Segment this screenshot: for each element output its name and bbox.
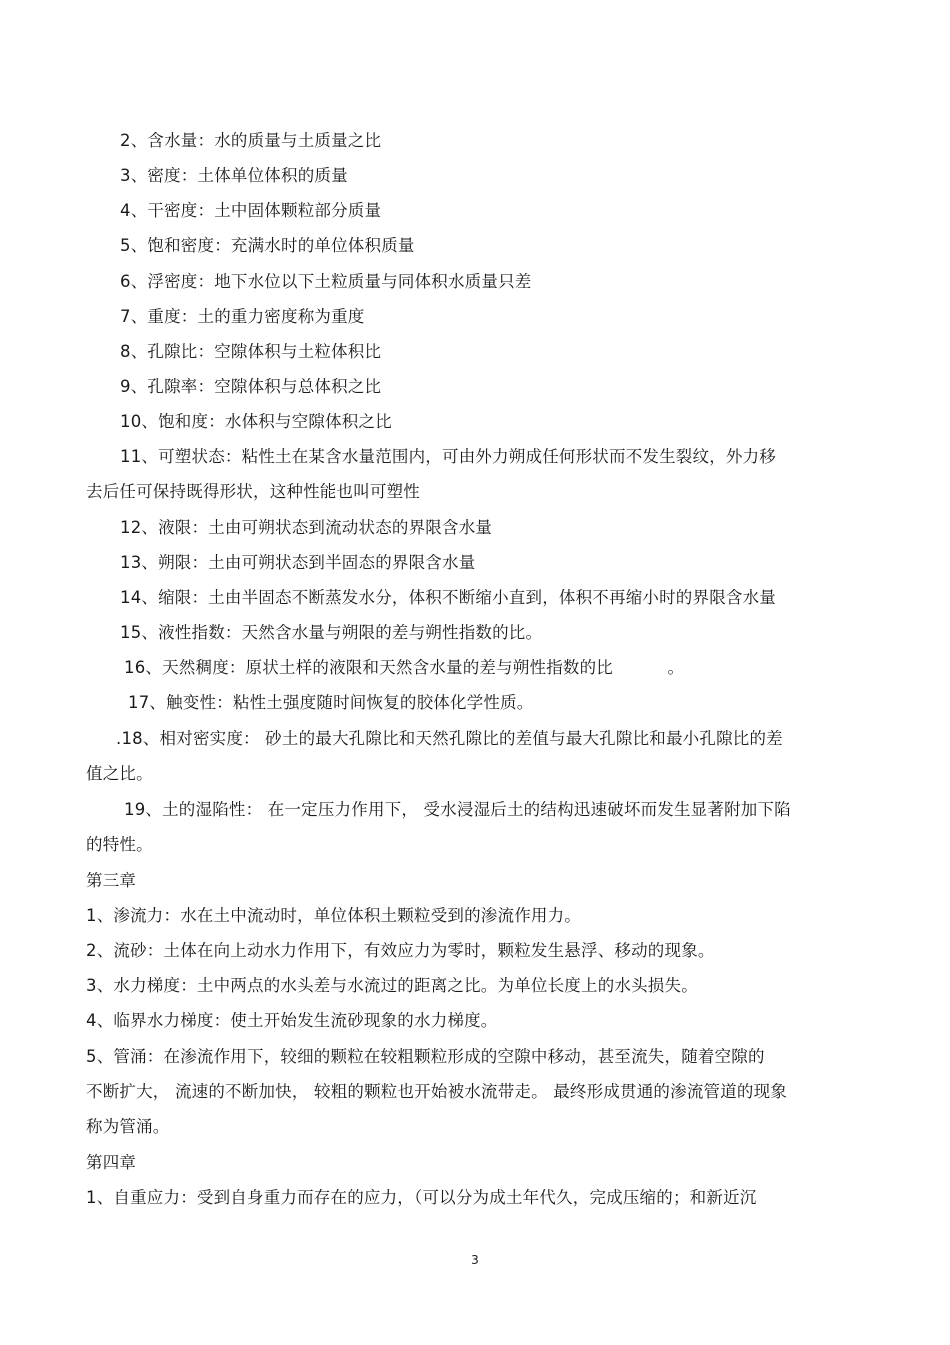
- text-line: 8、孔隙比：空隙体积与土粒体积比: [120, 342, 382, 361]
- text-line: 1、自重应力：受到自身重力而存在的应力，（可以分为成土年代久，完成压缩的；和新近沉: [86, 1188, 757, 1207]
- text-line: 3、密度：土体单位体积的质量: [120, 166, 348, 185]
- text-line: 的特性。: [86, 835, 153, 854]
- text-line: 2、含水量：水的质量与土质量之比: [120, 131, 382, 150]
- text-line: 19、土的湿陷性： 在一定压力作用下， 受水浸湿后土的结构迅速破坏而发生显著附加下陷: [124, 800, 791, 819]
- text-line: 10、饱和度：水体积与空隙体积之比: [120, 412, 392, 431]
- text-line: 15、液性指数：天然含水量与朔限的差与朔性指数的比。: [120, 623, 543, 642]
- text-line: 16、天然稠度：原状土样的液限和天然含水量的差与朔性指数的比 。: [124, 658, 685, 677]
- text-line: 去后任可保持既得形状，这种性能也叫可塑性: [86, 482, 420, 501]
- text-line: 12、液限：土由可朔状态到流动状态的界限含水量: [120, 518, 493, 537]
- text-line: 17、触变性：粘性土强度随时间恢复的胶体化学性质。: [128, 693, 534, 712]
- chapter-heading: 第三章: [86, 871, 137, 890]
- text-line: 5、管涌：在渗流作用下，较细的颗粒在较粗颗粒形成的空隙中移动，甚至流失，随着空隙的: [86, 1047, 765, 1066]
- text-line: 13、朔限：土由可朔状态到半固态的界限含水量: [120, 553, 476, 572]
- text-line: 5、饱和密度：充满水时的单位体积质量: [120, 236, 415, 255]
- text-line: 14、缩限：土由半固态不断蒸发水分，体积不断缩小直到，体积不再缩小时的界限含水量: [120, 588, 776, 607]
- text-line: 称为管涌。: [86, 1117, 170, 1136]
- text-line: 11、可塑状态：粘性土在某含水量范围内，可由外力朔成任何形状而不发生裂纹，外力移: [120, 447, 776, 466]
- text-line: 值之比。: [86, 764, 153, 783]
- text-line: 2、流砂：土体在向上动水力作用下，有效应力为零时，颗粒发生悬浮、移动的现象。: [86, 941, 715, 960]
- chapter-heading: 第四章: [86, 1153, 137, 1172]
- text-line: 4、干密度：土中固体颗粒部分质量: [120, 201, 382, 220]
- text-line: 7、重度：土的重力密度称为重度: [120, 307, 365, 326]
- text-line: 6、浮密度：地下水位以下土粒质量与同体积水质量只差: [120, 272, 532, 291]
- text-line: 4、临界水力梯度：使土开始发生流砂现象的水力梯度。: [86, 1011, 498, 1030]
- text-line: 1、渗流力：水在土中流动时，单位体积土颗粒受到的渗流作用力。: [86, 906, 581, 925]
- text-line: 3、水力梯度：土中两点的水头差与水流过的距离之比。为单位长度上的水头损失。: [86, 976, 698, 995]
- text-line: .18、相对密实度： 砂土的最大孔隙比和天然孔隙比的差值与最大孔隙比和最小孔隙比的差: [116, 729, 783, 748]
- text-line: 9、孔隙率：空隙体积与总体积之比: [120, 377, 382, 396]
- page-number: 3: [471, 1253, 479, 1267]
- text-line: 不断扩大， 流速的不断加快， 较粗的颗粒也开始被水流带走。 最终形成贯通的渗流管道的现象: [86, 1082, 788, 1101]
